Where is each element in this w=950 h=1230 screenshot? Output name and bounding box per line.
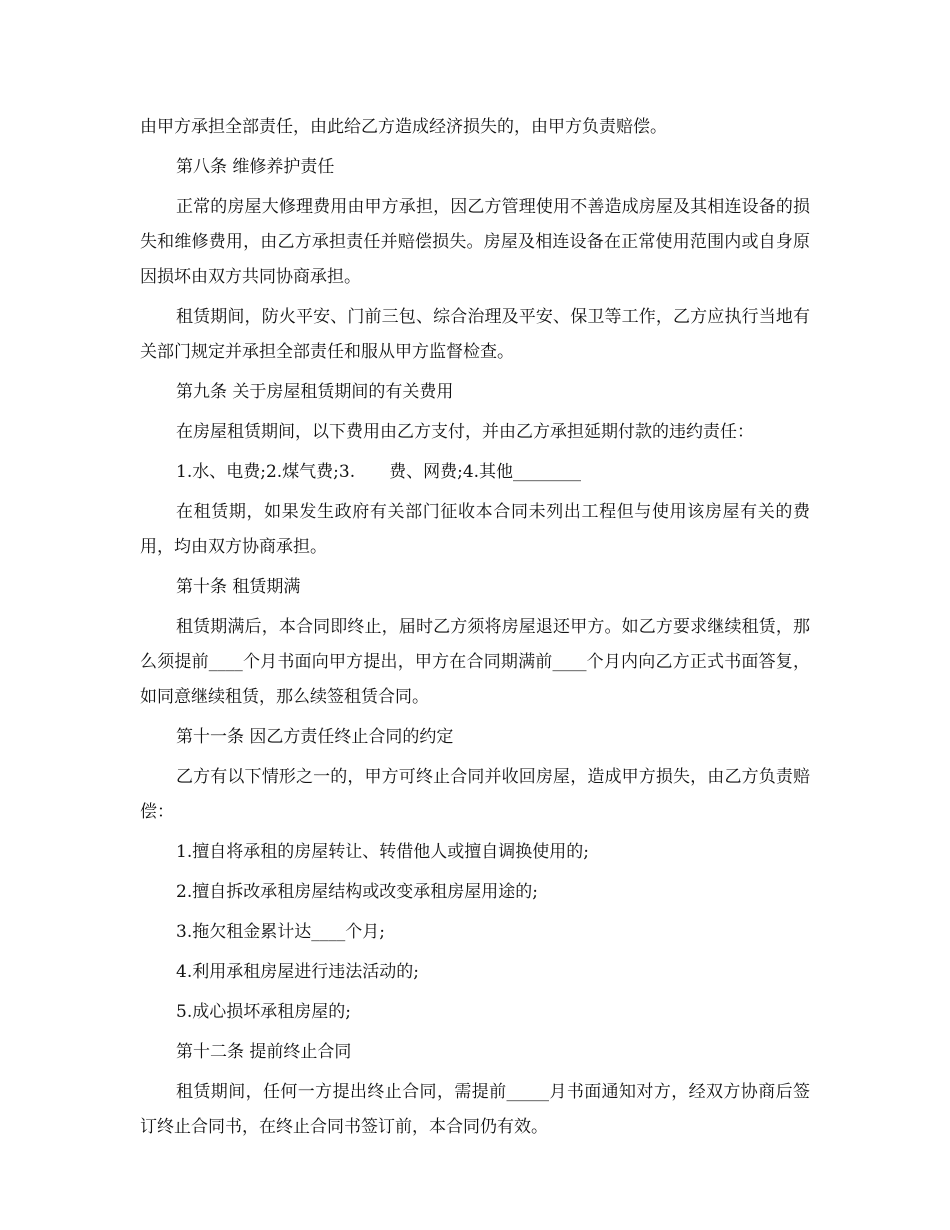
article-12-paragraph-1: 租赁期间，任何一方提出终止合同，需提前_____月书面通知对方，经双方协商后签订终止合同书，在终止合同书签订前，本合同仍有效。	[140, 1082, 810, 1137]
article-11-item-3: 3.拖欠租金累计达____个月;	[176, 922, 385, 942]
article-11-item-5: 5.成心损坏承租房屋的;	[176, 1002, 351, 1022]
paragraph-continuation: 由甲方承担全部责任，由此给乙方造成经济损失的，由甲方负责赔偿。	[140, 117, 667, 137]
article-9-paragraph-2: 在租赁期，如果发生政府有关部门征收本合同未列出工程但与使用该房屋有关的费用，均由双方协商承担。	[140, 502, 810, 557]
article-10-heading: 第十条 租赁期满	[176, 577, 301, 597]
article-9-heading: 第九条 关于房屋租赁期间的有关费用	[176, 382, 454, 402]
article-12-heading: 第十二条 提前终止合同	[176, 1042, 352, 1062]
article-8-heading: 第八条 维修养护责任	[176, 157, 335, 177]
article-10-paragraph-1: 租赁期满后，本合同即终止，届时乙方须将房屋退还甲方。如乙方要求继续租赁，那么须提前____个月书面向甲方提出，甲方在合同期满前____个月内向乙方正式书面答复，如同意继续租赁，那么续签租赁合同。	[140, 617, 810, 707]
article-9-paragraph-1: 在房屋租赁期间，以下费用由乙方支付，并由乙方承担延期付款的违约责任：	[176, 422, 754, 442]
article-11-heading: 第十一条 因乙方责任终止合同的约定	[176, 727, 454, 747]
article-11-item-1: 1.擅自将承租的房屋转让、转借他人或擅自调换使用的;	[176, 842, 589, 862]
article-8-paragraph-1: 正常的房屋大修理费用由甲方承担，因乙方管理使用不善造成房屋及其相连设备的损失和维修费用，由乙方承担责任并赔偿损失。房屋及相连设备在正常使用范围内或自身原因损坏由双方共同协商承担。	[140, 197, 810, 287]
article-8-paragraph-2: 租赁期间，防火平安、门前三包、综合治理及平安、保卫等工作，乙方应执行当地有关部门规定并承担全部责任和服从甲方监督检查。	[140, 307, 810, 362]
article-11-paragraph-1: 乙方有以下情形之一的，甲方可终止合同并收回房屋，造成甲方损失，由乙方负责赔偿：	[140, 767, 810, 822]
article-11-item-4: 4.利用承租房屋进行违法活动的;	[176, 962, 419, 982]
article-11-item-2: 2.擅自拆改承租房屋结构或改变承租房屋用途的;	[176, 882, 538, 902]
article-9-fee-list: 1.水、电费;2.煤气费;3. 费、网费;4.其他________	[176, 462, 582, 482]
